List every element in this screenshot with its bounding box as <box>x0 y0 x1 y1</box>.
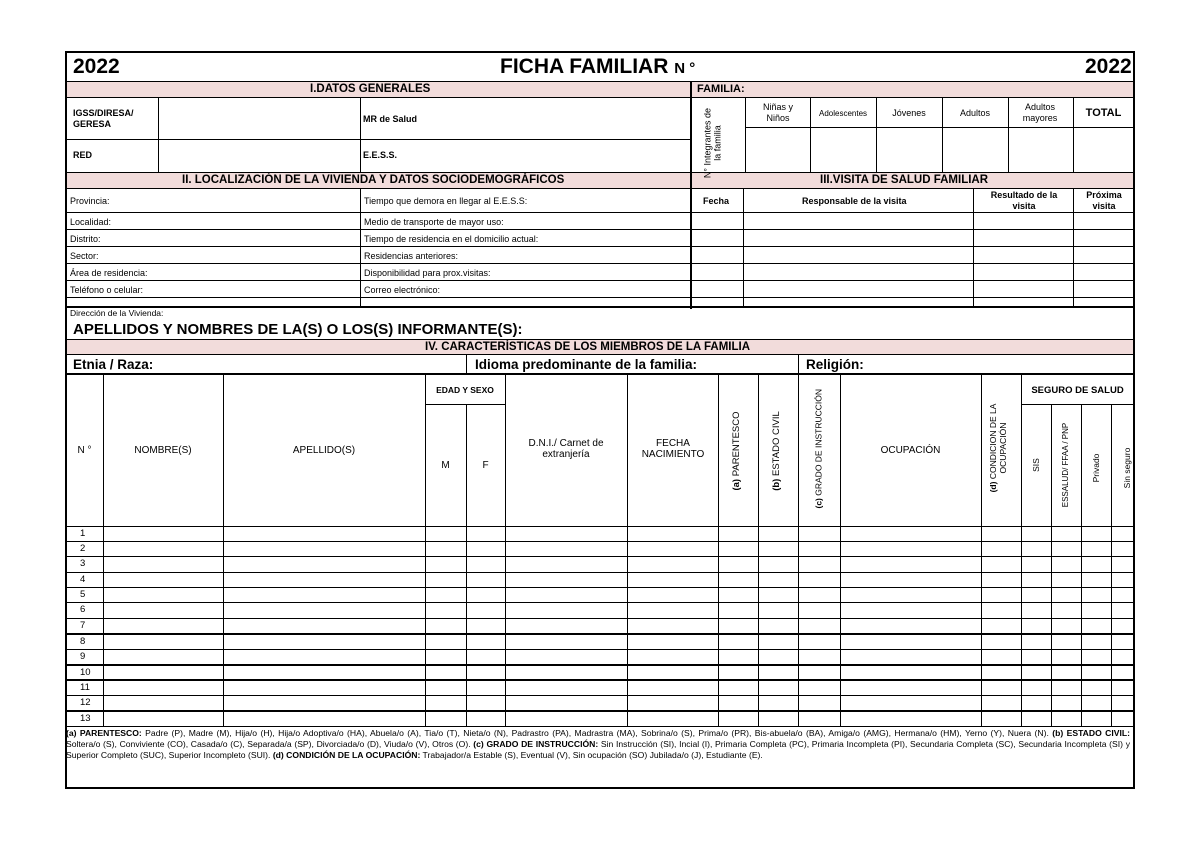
col-ninos: Niñas y Niños <box>762 102 793 123</box>
row-number: 3 <box>80 558 86 569</box>
row-number: 9 <box>80 651 86 662</box>
visita-fecha-header: Fecha <box>703 196 730 206</box>
col-m: M <box>441 460 450 471</box>
loc-tiempo-eess: Tiempo que demora en llegar al E.E.S.S: <box>364 196 528 206</box>
loc-localidad: Localidad: <box>70 217 112 227</box>
mr-label: MR de Salud <box>363 114 418 124</box>
etnia-label: Etnia / Raza: <box>73 357 154 372</box>
red-value[interactable] <box>160 140 360 172</box>
familia-label: FAMILIA: <box>697 83 745 95</box>
loc-correo: Correo electrónico: <box>364 285 441 295</box>
col-nombres: NOMBRE(S) <box>134 445 192 456</box>
col-adultos: Adultos <box>959 108 991 118</box>
col-privado: Privado <box>1091 453 1101 483</box>
col-essalud: ESSALUD/ FFAA / PNP <box>1061 422 1070 508</box>
form-title <box>500 55 695 81</box>
row-number: 13 <box>80 713 91 724</box>
form-number-label: N ° <box>674 60 696 77</box>
eess-label: E.E.S.S. <box>363 150 398 160</box>
col-sin-seguro: Sin seguro <box>1122 447 1132 489</box>
col-adultos-mayores: Adultos mayores <box>1022 102 1058 123</box>
visita-resultado-header: Resultado de la visita <box>990 190 1058 211</box>
col-ocupacion: OCUPACIÓN <box>880 445 941 456</box>
col-parentesco: (a) PARENTESCO <box>731 411 742 491</box>
year-right: 2022 <box>1085 55 1132 78</box>
localizacion-title: II. LOCALIZACIÓN DE LA VIVIENDA Y DATOS SOCIODEMOGRÁFICOS <box>182 174 565 186</box>
direccion-label: Dirección de la Vivienda: <box>70 308 164 318</box>
visita-title: III.VISITA DE SALUD FAMILIAR <box>820 174 989 186</box>
integrantes-label: N° Integrantes de la familia <box>702 107 723 179</box>
col-dni: D.N.I./ Carnet de extranjería <box>528 438 604 460</box>
loc-residencias-anteriores: Residencias anteriores: <box>364 251 459 261</box>
col-total: TOTAL <box>1085 107 1122 119</box>
religion-label: Religión: <box>806 357 864 372</box>
visita-proxima-header: Próxima visita <box>1086 190 1122 211</box>
igss-label: IGSS/DIRESA/ GERESA <box>73 108 134 129</box>
col-estado-civil: (b) ESTADO CIVIL <box>771 411 782 491</box>
col-adolescentes: Adolescentes <box>818 109 868 118</box>
row-number: 12 <box>80 697 91 708</box>
row-number: 2 <box>80 543 86 554</box>
col-f: F <box>482 460 489 471</box>
row-number: 1 <box>80 528 86 539</box>
row-number: 7 <box>80 620 86 631</box>
loc-tiempo-residencia: Tiempo de residencia en el domicilio actual: <box>364 234 539 244</box>
visita-responsable-header: Responsable de la visita <box>802 196 907 206</box>
row-number: 10 <box>80 667 91 678</box>
year-left: 2022 <box>73 55 120 78</box>
red-label: RED <box>73 150 93 160</box>
col-grado-instruccion: (c) GRADO DE INSTRUCCIÓN <box>813 389 824 509</box>
loc-area: Área de residencia: <box>70 268 148 278</box>
row-number: 6 <box>80 604 86 615</box>
loc-transporte: Medio de transporte de mayor uso: <box>364 217 504 227</box>
informantes-label: APELLIDOS Y NOMBRES DE LA(S) O LOS(S) INFORMANTE(S): <box>73 321 523 338</box>
row-number: 11 <box>80 682 90 693</box>
col-edad-sexo: EDAD Y SEXO <box>436 385 494 395</box>
col-condicion-ocupacion: (d) CONDICION DE LA OCUPACIÓN <box>988 403 1008 493</box>
miembros-title: IV. CARACTERÍSTICAS DE LOS MIEMBROS DE LA FAMILIA <box>425 341 750 353</box>
col-jovenes: Jóvenes <box>892 108 926 118</box>
footnote-legend: (a) PARENTESCO: Padre (P), Madre (M), Hija/o (H), Hija/o Adoptiva/o (HA), Abuela/o (A), Tia/o (T), Nieta/o (N), Padrastro (PA), Madrastra (MA), Sobrina/o (S), Prima/o (PR), Bis-abuela/o (BA), Amiga/o (AMG), Hermana/o (HM), Yerno (Y), Nuera (N). (b) ESTADO CIVIL: Soltera/o (S), Conviviente (CO), Casada/o (C), Separada/a (SP), Divorciada/o (D), Viuda/o (V), Otros (O). (c) GRADO DE INSTRUCCIÓN: Sin Instrucción (SI), Incial (I), Primaria Completa (PC), Primaria Incompleta (PI), Secundaria Completa (SC), Secundaria Incompleta (SI) y Superior Completo (SUC), Superior Incompleto (SUI). (d) CONDICIÓN DE LA OCUPACIÓN: Trabajador/a Estable (S), Eventual (V), Sin ocupación (SO) Jubilada/o (J), Estudiante (E). <box>66 728 1130 761</box>
col-fecha-nacimiento: FECHA NACIMIENTO <box>641 438 705 460</box>
col-apellidos: APELLIDO(S) <box>292 445 356 456</box>
loc-disponibilidad: Disponibilidad para prox.visitas: <box>364 268 491 278</box>
loc-distrito: Distrito: <box>70 234 101 244</box>
row-number: 8 <box>80 636 86 647</box>
col-seguro-salud: SEGURO DE SALUD <box>1031 385 1124 396</box>
form-title-text: FICHA FAMILIAR <box>500 55 669 78</box>
datos-generales-title: I.DATOS GENERALES <box>310 83 431 95</box>
col-sis: SIS <box>1031 458 1041 472</box>
row-number: 4 <box>80 574 86 585</box>
eess-value[interactable] <box>410 140 690 172</box>
loc-provincia: Provincia: <box>70 196 110 206</box>
row-number: 5 <box>80 589 86 600</box>
idioma-label: Idioma predominante de la familia: <box>475 357 698 372</box>
igss-value[interactable] <box>160 98 360 139</box>
loc-telefono: Teléfono o celular: <box>70 285 144 295</box>
col-numero: N ° <box>77 445 92 456</box>
loc-sector: Sector: <box>70 251 99 261</box>
mr-value[interactable] <box>430 98 690 139</box>
